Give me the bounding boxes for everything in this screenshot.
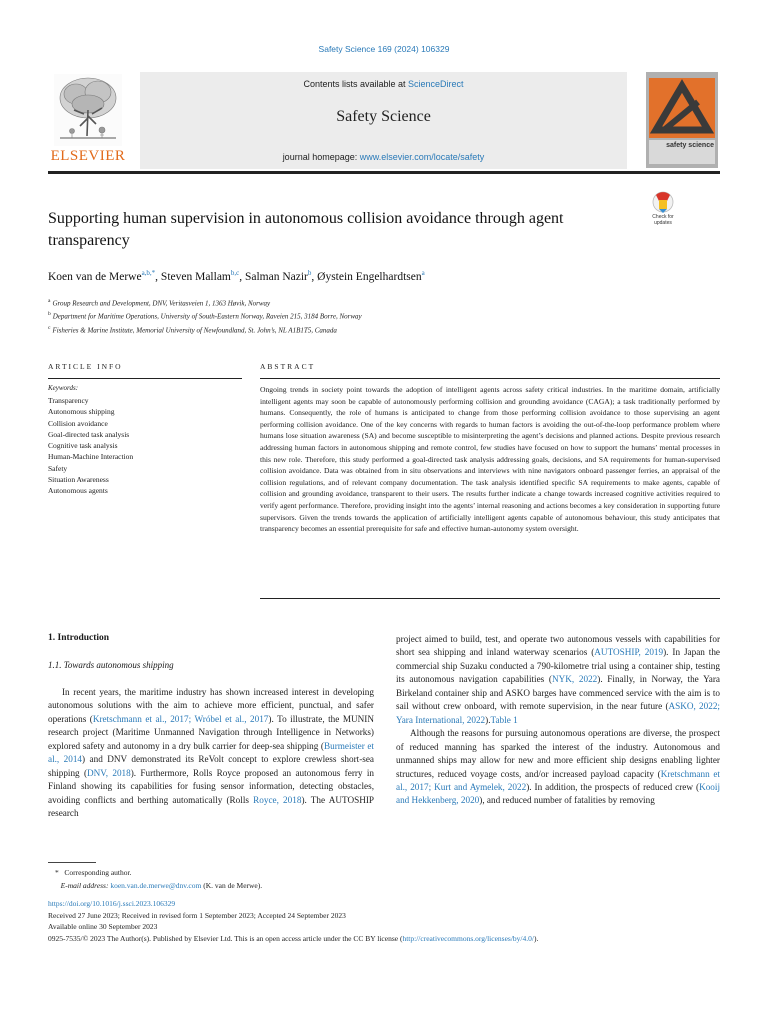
footnote-text: Corresponding author. xyxy=(64,868,132,877)
author-affiliation-mark[interactable]: a xyxy=(421,269,425,277)
keyword-item: Human-Machine Interaction xyxy=(48,452,134,462)
contents-line xyxy=(140,79,627,89)
affiliation-item xyxy=(48,323,728,336)
cover-title: safety science xyxy=(666,142,714,149)
section-heading: 1. Introduction xyxy=(48,633,110,643)
journal-title: Safety Science xyxy=(336,108,431,125)
header-rule xyxy=(48,171,720,174)
email-link[interactable]: koen.van.de.merwe@dnv.com xyxy=(110,881,202,890)
affiliation-mark: a xyxy=(48,298,51,304)
body-paragraph xyxy=(48,686,374,821)
keyword-item: Autonomous agents xyxy=(48,486,108,496)
keyword-item: Transparency xyxy=(48,396,89,405)
citation-link[interactable]: Safety Science 169 (2024) 106329 xyxy=(318,44,450,54)
homepage-link[interactable]: www.elsevier.com/locate/safety xyxy=(359,152,485,162)
body-text-run: ), and reduced number of fatalities by removing xyxy=(479,795,655,806)
author-name[interactable]: Koen van de Merwe xyxy=(48,270,142,283)
publication-footer xyxy=(48,898,728,944)
abstract-heading: ABSTRACT xyxy=(260,362,316,371)
footnote-mark: * xyxy=(55,868,59,877)
keyword-item: Collision avoidance xyxy=(48,418,108,428)
keyword-item: Autonomous shipping xyxy=(48,407,115,417)
crossmark-line1: Check for xyxy=(652,214,674,220)
author-affiliation-mark[interactable]: a,b,* xyxy=(141,269,156,277)
journal-cover-image xyxy=(646,72,718,168)
doi-link[interactable]: https://doi.org/10.1016/j.ssci.2023.106329 xyxy=(48,899,176,908)
email-suffix: (K. van de Merwe). xyxy=(201,881,263,890)
keyword-item: Safety xyxy=(48,463,68,473)
license-line xyxy=(48,933,728,945)
body-paragraph xyxy=(396,633,720,727)
license-prefix: 0925-7535/© 2023 The Author(s). Published by Elsevier Ltd. This is an open access article under the CC BY license ( xyxy=(48,933,403,943)
body-text-run: ). In Japan the commercial ship Suzaku conducted a 790-kilometre trial using a container ship, testing its autonomous navigation capabilities ( xyxy=(396,647,720,685)
body-text-run: ). Finally, in Norway, the Yara Birkeland container ship and ASKO barges have commenced service with the aim is to sail without crew onboard, with remote supervision, in the near future ( xyxy=(396,674,721,712)
author-name[interactable]: Salman Nazir xyxy=(244,270,308,283)
author-list: Koen van de Merwe$^{a,b,*}$, Steven Mallam$^{b,c}$, Salman Nazir$^b$, Øystein Engelhardtsen$^a$ xyxy=(48,269,425,283)
author-affiliation-mark[interactable]: b xyxy=(307,269,312,277)
affiliation-list xyxy=(48,296,728,336)
affiliation-mark: b xyxy=(48,311,51,318)
author-affiliation-mark[interactable]: b,c xyxy=(230,269,240,277)
citation-reference-link[interactable]: AUTOSHIP, 2019 xyxy=(594,647,664,658)
body-text-run: ). In addition, the prospects of reduced crew ( xyxy=(526,781,700,792)
license-link[interactable]: http://creativecommons.org/licenses/by/4.0/ xyxy=(402,933,534,943)
body-text-run: ). xyxy=(485,714,491,725)
affiliation-item xyxy=(48,309,728,322)
body-text-run: ). Furthermore, Rolls Royce proposed an autonomous ferry in Finland showing its capabilities for fusing sensor information, detecting obstacles, avoiding conflicts and berthing automatically (Rolls xyxy=(48,767,374,805)
homepage-prefix: journal homepage: xyxy=(282,152,360,162)
journal-banner xyxy=(140,72,627,169)
received-dates: Received 27 June 2023; Received in revised form 1 September 2023; Accepted 24 September 2023 xyxy=(48,910,346,920)
affiliation-item xyxy=(48,296,728,309)
citation-reference-link[interactable]: Royce, 2018 xyxy=(253,794,302,805)
footnote xyxy=(55,866,262,892)
crossmark-label xyxy=(645,214,681,226)
keyword-item: Goal-directed task analysis xyxy=(48,429,130,439)
citation-reference-link[interactable]: Table 1 xyxy=(490,714,518,725)
citation-reference-link[interactable]: NYK, 2022 xyxy=(552,674,598,685)
body-text-run: Although the reasons for pursuing autonomous operations are diverse, the prospect of reduced manning has sparked the interest of the industry. Autonomous and unmanned ships may allow for new and more efficient ship designs enabling lighter structures, reduced voyage costs, and/or increased payload capacity ( xyxy=(396,728,720,779)
email-label: E-mail address: xyxy=(60,881,109,890)
abstract-bottom-rule xyxy=(260,598,720,599)
keyword-item: Situation Awareness xyxy=(48,475,109,485)
affiliation-mark: c xyxy=(48,324,51,331)
affiliation-text: Fisheries & Marine Institute, Memorial University of Newfoundland, St. John’s, NL A1B1T5, Canada xyxy=(52,325,337,334)
body-text-run: ) and DNV demonstrated its ReVolt concept to explore crewless short-sea shipping ( xyxy=(48,754,374,778)
article-title: Supporting human supervision in autonomous collision avoidance through agent transparency xyxy=(48,210,564,249)
elsevier-wordmark: ELSEVIER xyxy=(50,148,126,164)
body-text-run: ). The AUTOSHIP research xyxy=(48,794,374,819)
footnote-rule xyxy=(48,862,96,863)
citation-reference-link[interactable]: Kretschmann et al., 2017; Wróbel et al., 2017 xyxy=(92,713,269,724)
body-text-run: ). To illustrate, the MUNIN research project (Maritime Unmanned Navigation through Intelligence in Networks) explored safety and autonomy in a dry bulk carrier for deep-sea shipping ( xyxy=(48,713,374,751)
body-text-run: In recent years, the maritime industry has shown increased interest in developing autonomous solutions with the aim to achieve more efficient, punctual, and safer operations ( xyxy=(48,687,374,724)
crossmark-line2: updates xyxy=(654,220,672,226)
citation-reference-link[interactable]: Kretschmann et al., 2017; Kurt and Aymelek, 2022 xyxy=(396,768,720,792)
footnote-line xyxy=(55,866,262,879)
contents-prefix: Contents lists available at xyxy=(303,79,409,89)
article-info-rule xyxy=(48,378,242,379)
affiliation-text: Group Research and Development, DNV, Veritasveien 1, 1363 Høvik, Norway xyxy=(52,299,271,308)
author-name[interactable]: Øystein Engelhardtsen xyxy=(317,270,422,283)
subsection-heading: 1.1. Towards autonomous shipping xyxy=(48,660,174,670)
body-text-run: project aimed to build, test, and operate two autonomous vessels with capabilities for short sea shipping and inland waterway scenarios ( xyxy=(396,634,720,658)
keyword-item: Cognitive task analysis xyxy=(48,441,118,451)
author-name[interactable]: Steven Mallam xyxy=(160,270,231,283)
abstract-text: Ongoing trends in society point towards the adoption of intelligent agents across safety critical industries. In the maritime domain, artificially intelligent agents may soon be capable of autonomously performing collision and grounding avoidance (CAGA); a task traditionally performed by humans. Consequently, the role of humans is anticipated to change from those performing collision avoidance to those supervising an agent performing collision avoidance. One of the key concerns with regards to human factors is avoiding the out-of-the-loop performance problem where humans lose situation awareness (SA) and become susceptible to misinterpreting the agent’s decisions and planned actions. Despite previous research addressing human factors in autonomous shipping and remote control, few studies have focused on how to support the humans’ mental processes in this new role. Therefore, this study performed a goal-directed task analysis addressing goals, decisions, and SA requirements for human-supervised collision avoidance. Data was obtained from in situ observations and interviews with nine navigators onboard passenger ferries, an appraisal of the collision regulations, and of relevant company documentation. The task analysis identified specific SA requirements to make agents, capable of collision and grounding avoidance, transparent to their users. The results further indicate a change towards increased cognitive activities required to verify agent performance. Therefore, providing insight into the agents’ internal reasoning and actions becomes a key consideration in supporting future supervisors. Given the trends towards the application of artificially intelligent agents capable of autonomous behaviour, this study anticipates that transparency becomes an essential prerequisite for safe and effective human-autonomy system oversight. xyxy=(260,385,720,534)
citation-reference-link[interactable]: ASKO, 2022; Yara International, 2022 xyxy=(396,701,720,725)
keywords-label: Keywords: xyxy=(48,384,79,392)
citation-reference-link[interactable]: DNV, 2018 xyxy=(87,767,131,778)
body-paragraph xyxy=(396,727,720,808)
homepage-line xyxy=(140,152,627,162)
abstract-rule xyxy=(260,378,720,379)
crossmark-icon xyxy=(645,190,681,214)
right-column xyxy=(396,633,720,808)
email-line xyxy=(55,879,262,892)
citation-reference-link[interactable]: Burmeister et al., 2014 xyxy=(48,740,374,765)
elsevier-logo xyxy=(48,70,128,165)
sciencedirect-link[interactable]: ScienceDirect xyxy=(408,79,464,89)
check-for-updates-badge[interactable] xyxy=(645,190,681,234)
article-info-heading: ARTICLE INFO xyxy=(48,362,123,371)
affiliation-text: Department for Maritime Operations, University of South-Eastern Norway, Raveien 215, 3184 Borre, Norway xyxy=(52,312,362,321)
elsevier-tree-icon xyxy=(54,74,122,146)
citation-reference-link[interactable]: Kooij and Hekkenberg, 2020 xyxy=(396,781,720,806)
journal-cover-thumbnail[interactable] xyxy=(646,72,718,168)
available-online: Available online 30 September 2023 xyxy=(48,922,158,931)
license-suffix: ). xyxy=(533,933,539,943)
keyword-list xyxy=(48,395,242,497)
